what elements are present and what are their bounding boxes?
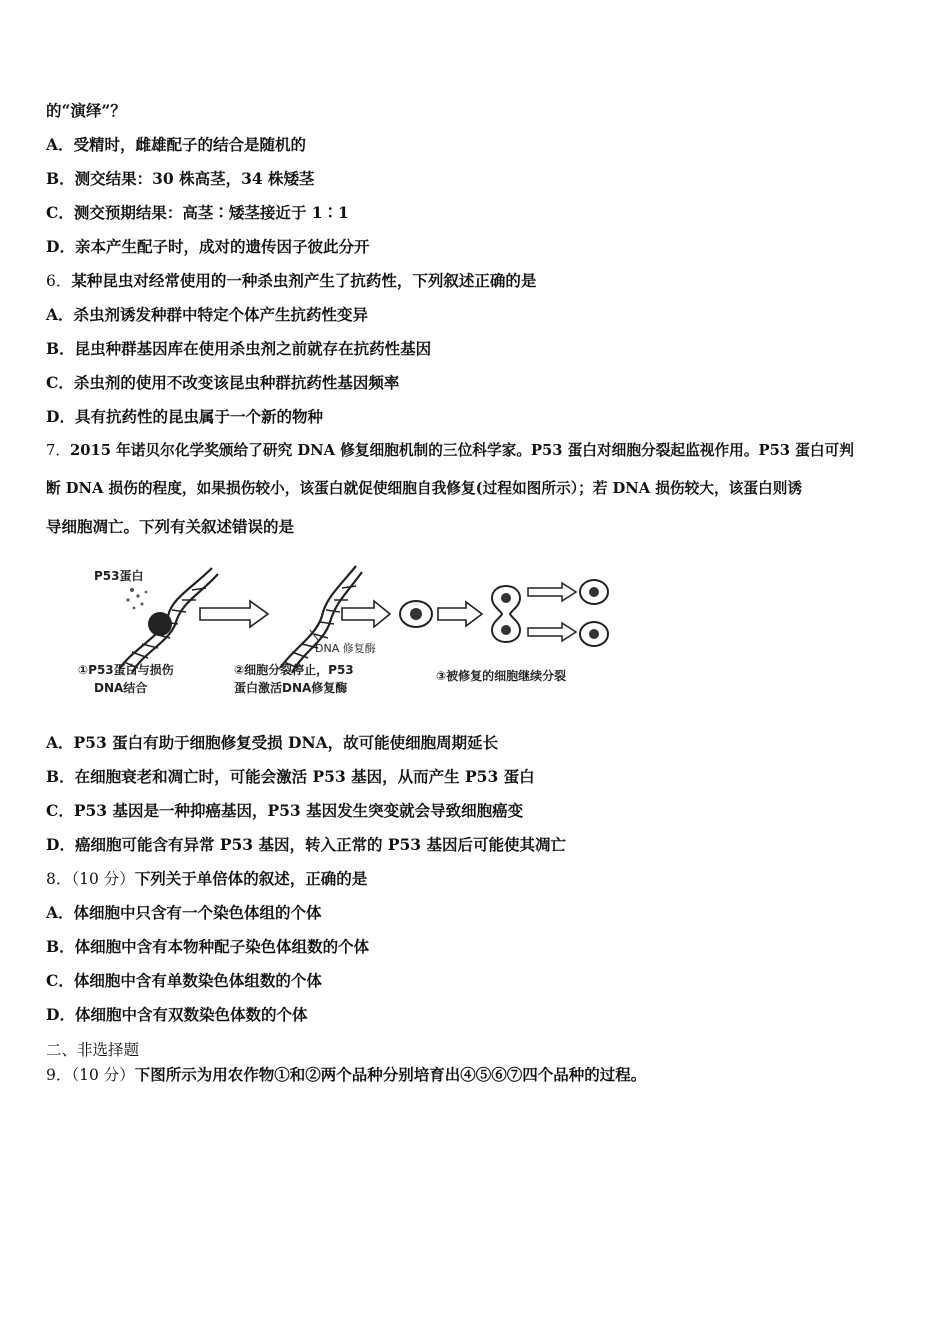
p53-particles (126, 588, 147, 609)
q6-option-a: A．杀虫剂诱发种群中特定个体产生抗药性变异 (46, 305, 369, 324)
q6-option-c: C．杀虫剂的使用不改变该昆虫种群抗药性基因频率 (46, 373, 400, 392)
q5-option-a: A．受精时，雌雄配子的结合是随机的 (46, 135, 307, 154)
arrow-daughter-top (528, 583, 576, 601)
section-heading-nonchoice: 二、非选择题 (46, 1041, 140, 1059)
p53-repair-figure (72, 558, 632, 706)
caption-step1-line2: DNA结合 (94, 681, 148, 695)
q7-number: 7． (46, 442, 71, 459)
q9-stem: 9．（10 分）下图所示为用农作物①和②两个品种分别培育出④⑤⑥⑦四个品种的过程。 (46, 1065, 647, 1084)
q5-option-c: C．测交预期结果：高茎∶矮茎接近于 1∶1 (46, 203, 349, 222)
label-p53-protein: P53蛋白 (94, 569, 144, 583)
q7-stem-line2: 断 DNA 损伤的程度，如果损伤较小，该蛋白就促使细胞自我修复(过程如图所示）；若 DNA 损伤较大，该蛋白则诱 (46, 480, 803, 497)
q5-option-d: D．亲本产生配子时，成对的遗传因子彼此分开 (46, 237, 370, 256)
q8-option-a: A．体细胞中只含有一个染色体组的个体 (46, 903, 322, 922)
p53-protein-blob (148, 612, 172, 636)
q8-option-c: C．体细胞中含有单数染色体组数的个体 (46, 971, 322, 990)
q6-option-b: B．昆虫种群基因库在使用杀虫剂之前就存在抗药性基因 (46, 339, 432, 358)
q9-score: （10 分） (71, 1066, 135, 1084)
q7-option-c: C．P53 基因是一种抑癌基因，P53 基因发生突变就会导致细胞癌变 (46, 801, 524, 820)
q8-score: （10 分） (71, 870, 135, 888)
single-cell (400, 601, 432, 627)
prev-question-tail: 的“演绎”？ (46, 101, 126, 120)
label-dna-repair-enzyme: DNA 修复酶 (315, 642, 376, 655)
caption-step3: ③被修复的细胞继续分裂 (436, 669, 567, 683)
q6-number: 6． (46, 272, 72, 290)
arrow-daughter-bottom (528, 623, 576, 641)
arrow-step1 (200, 601, 268, 627)
q7-option-d: D．癌细胞可能含有异常 P53 基因，转入正常的 P53 基因后可能使其凋亡 (46, 835, 566, 854)
q6-option-d: D．具有抗药性的昆虫属于一个新的物种 (46, 407, 323, 426)
caption-step2-line2: 蛋白激活DNA修复酶 (234, 681, 348, 695)
q7-stem-line3: 导细胞凋亡。下列有关叙述错误的是 (46, 517, 295, 536)
dividing-cell (492, 586, 520, 642)
caption-step1-line1: ①P53蛋白与损伤 (78, 663, 174, 677)
arrow-step3 (438, 602, 482, 626)
q8-number: 8． (46, 870, 72, 888)
caption-step2-line1: ②细胞分裂停止，P53 (234, 663, 354, 677)
q5-option-b: B．测交结果：30 株高茎，34 株矮茎 (46, 169, 315, 188)
q7-stem-line1: 7．2015 年诺贝尔化学奖颁给了研究 DNA 修复细胞机制的三位科学家。P53 蛋白对细胞分裂起监视作用。P53 蛋白可判 (46, 442, 854, 459)
q8-option-b: B．体细胞中含有本物种配子染色体组数的个体 (46, 937, 370, 956)
q8-option-d: D．体细胞中含有双数染色体数的个体 (46, 1005, 308, 1024)
q9-number: 9． (46, 1066, 72, 1084)
q7-option-b: B．在细胞衰老和凋亡时，可能会激活 P53 基因，从而产生 P53 蛋白 (46, 767, 535, 786)
q8-stem: 8．（10 分）下列关于单倍体的叙述，正确的是 (46, 869, 368, 888)
daughter-cell-bottom (580, 622, 608, 646)
q6-stem: 6．某种昆虫对经常使用的一种杀虫剂产生了抗药性，下列叙述正确的是 (46, 271, 537, 290)
arrow-step2 (342, 601, 390, 627)
q7-option-a: A．P53 蛋白有助于细胞修复受损 DNA，故可能使细胞周期延长 (46, 733, 499, 752)
daughter-cell-top (580, 580, 608, 604)
